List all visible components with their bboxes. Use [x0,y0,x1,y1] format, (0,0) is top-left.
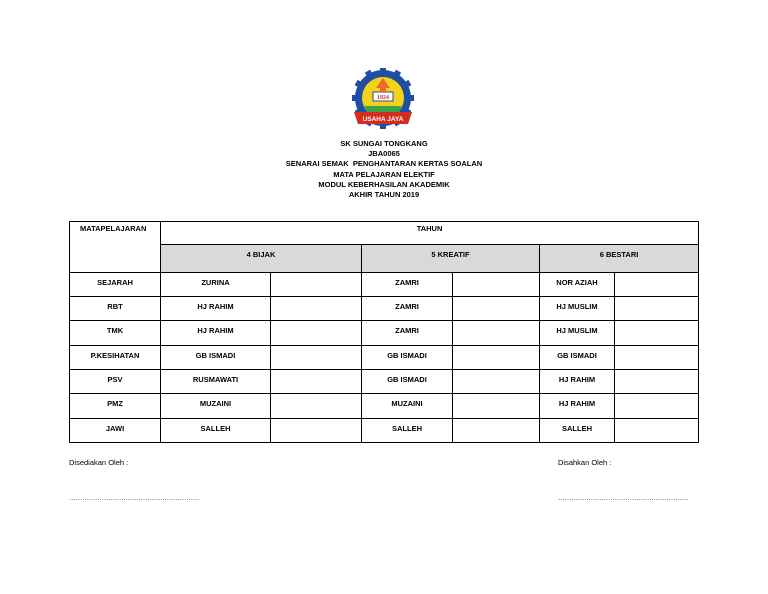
teacher-cell: ZAMRI [362,321,453,345]
teacher-cell: HJ MUSLIM [540,297,615,321]
table-row [70,394,699,418]
svg-text:USAHA JAYA: USAHA JAYA [362,116,404,123]
table-row [70,321,699,345]
check-cell[interactable] [271,321,362,345]
subject-cell: JAWI [70,418,161,442]
teacher-cell: RUSMAWATI [161,369,271,393]
check-cell[interactable] [271,418,362,442]
check-cell[interactable] [271,272,362,296]
teacher-cell: GB ISMADI [362,345,453,369]
teacher-cell: GB ISMADI [362,369,453,393]
checklist-table [69,221,699,443]
check-cell[interactable] [453,394,540,418]
document-title: SENARAI SEMAK PENGHANTARAN KERTAS SOALAN [285,159,483,169]
check-cell[interactable] [615,297,699,321]
teacher-cell: GB ISMADI [540,345,615,369]
table-row [70,297,699,321]
table-row [70,272,699,296]
module-name: MODUL KEBERHASILAN AKADEMIK [318,179,450,189]
exam-period: AKHIR TAHUN 2019 [348,190,420,200]
svg-text:1924: 1924 [377,95,389,101]
check-cell[interactable] [271,297,362,321]
subject-area: MATA PELAJARAN ELEKTIF [333,169,435,179]
teacher-cell: SALLEH [540,418,615,442]
teacher-cell: HJ RAHIM [540,369,615,393]
check-cell[interactable] [615,418,699,442]
class-header: 4 BIJAK [161,245,362,272]
school-logo [340,68,426,134]
subject-cell: TMK [70,321,161,345]
class-header: 6 BESTARI [540,245,699,272]
teacher-cell: ZAMRI [362,297,453,321]
check-cell[interactable] [271,345,362,369]
approved-by-signature-line[interactable]: …………………………………………………… [558,495,688,502]
table-row [70,418,699,442]
teacher-cell: HJ RAHIM [161,321,271,345]
check-cell[interactable] [615,345,699,369]
subject-column-header: MATAPELAJARAN [70,222,161,273]
prepared-by-signature-line[interactable]: …………………………………………………… [69,495,199,502]
check-cell[interactable] [271,394,362,418]
check-cell[interactable] [615,321,699,345]
teacher-cell: MUZAINI [161,394,271,418]
subject-cell: PSV [70,369,161,393]
school-name: SK SUNGAI TONGKANG [340,139,428,148]
teacher-cell: SALLEH [161,418,271,442]
table-row [70,345,699,369]
check-cell[interactable] [615,394,699,418]
teacher-cell: ZAMRI [362,272,453,296]
check-cell[interactable] [453,297,540,321]
teacher-cell: MUZAINI [362,394,453,418]
check-cell[interactable] [453,369,540,393]
approved-by-label: Disahkan Oleh : [558,458,612,467]
check-cell[interactable] [453,321,540,345]
check-cell[interactable] [615,369,699,393]
school-code: JBA0065 [368,149,400,159]
check-cell[interactable] [453,345,540,369]
check-cell[interactable] [453,418,540,442]
gear-emblem [341,68,426,134]
check-cell[interactable] [615,272,699,296]
subject-cell: PMZ [70,394,161,418]
teacher-cell: HJ RAHIM [540,394,615,418]
table-row [70,369,699,393]
teacher-cell: HJ MUSLIM [540,321,615,345]
teacher-cell: GB ISMADI [161,345,271,369]
subject-cell: RBT [70,297,161,321]
document-heading [0,139,768,200]
teacher-cell: SALLEH [362,418,453,442]
teacher-cell: ZURINA [161,272,271,296]
teacher-cell: NOR AZIAH [540,272,615,296]
subject-cell: P.KESIHATAN [70,345,161,369]
teacher-cell: HJ RAHIM [161,297,271,321]
subject-cell: SEJARAH [70,272,161,296]
check-cell[interactable] [453,272,540,296]
year-header: TAHUN [161,222,699,245]
class-header: 5 KREATIF [362,245,540,272]
check-cell[interactable] [271,369,362,393]
prepared-by-label: Disediakan Oleh : [69,458,129,467]
